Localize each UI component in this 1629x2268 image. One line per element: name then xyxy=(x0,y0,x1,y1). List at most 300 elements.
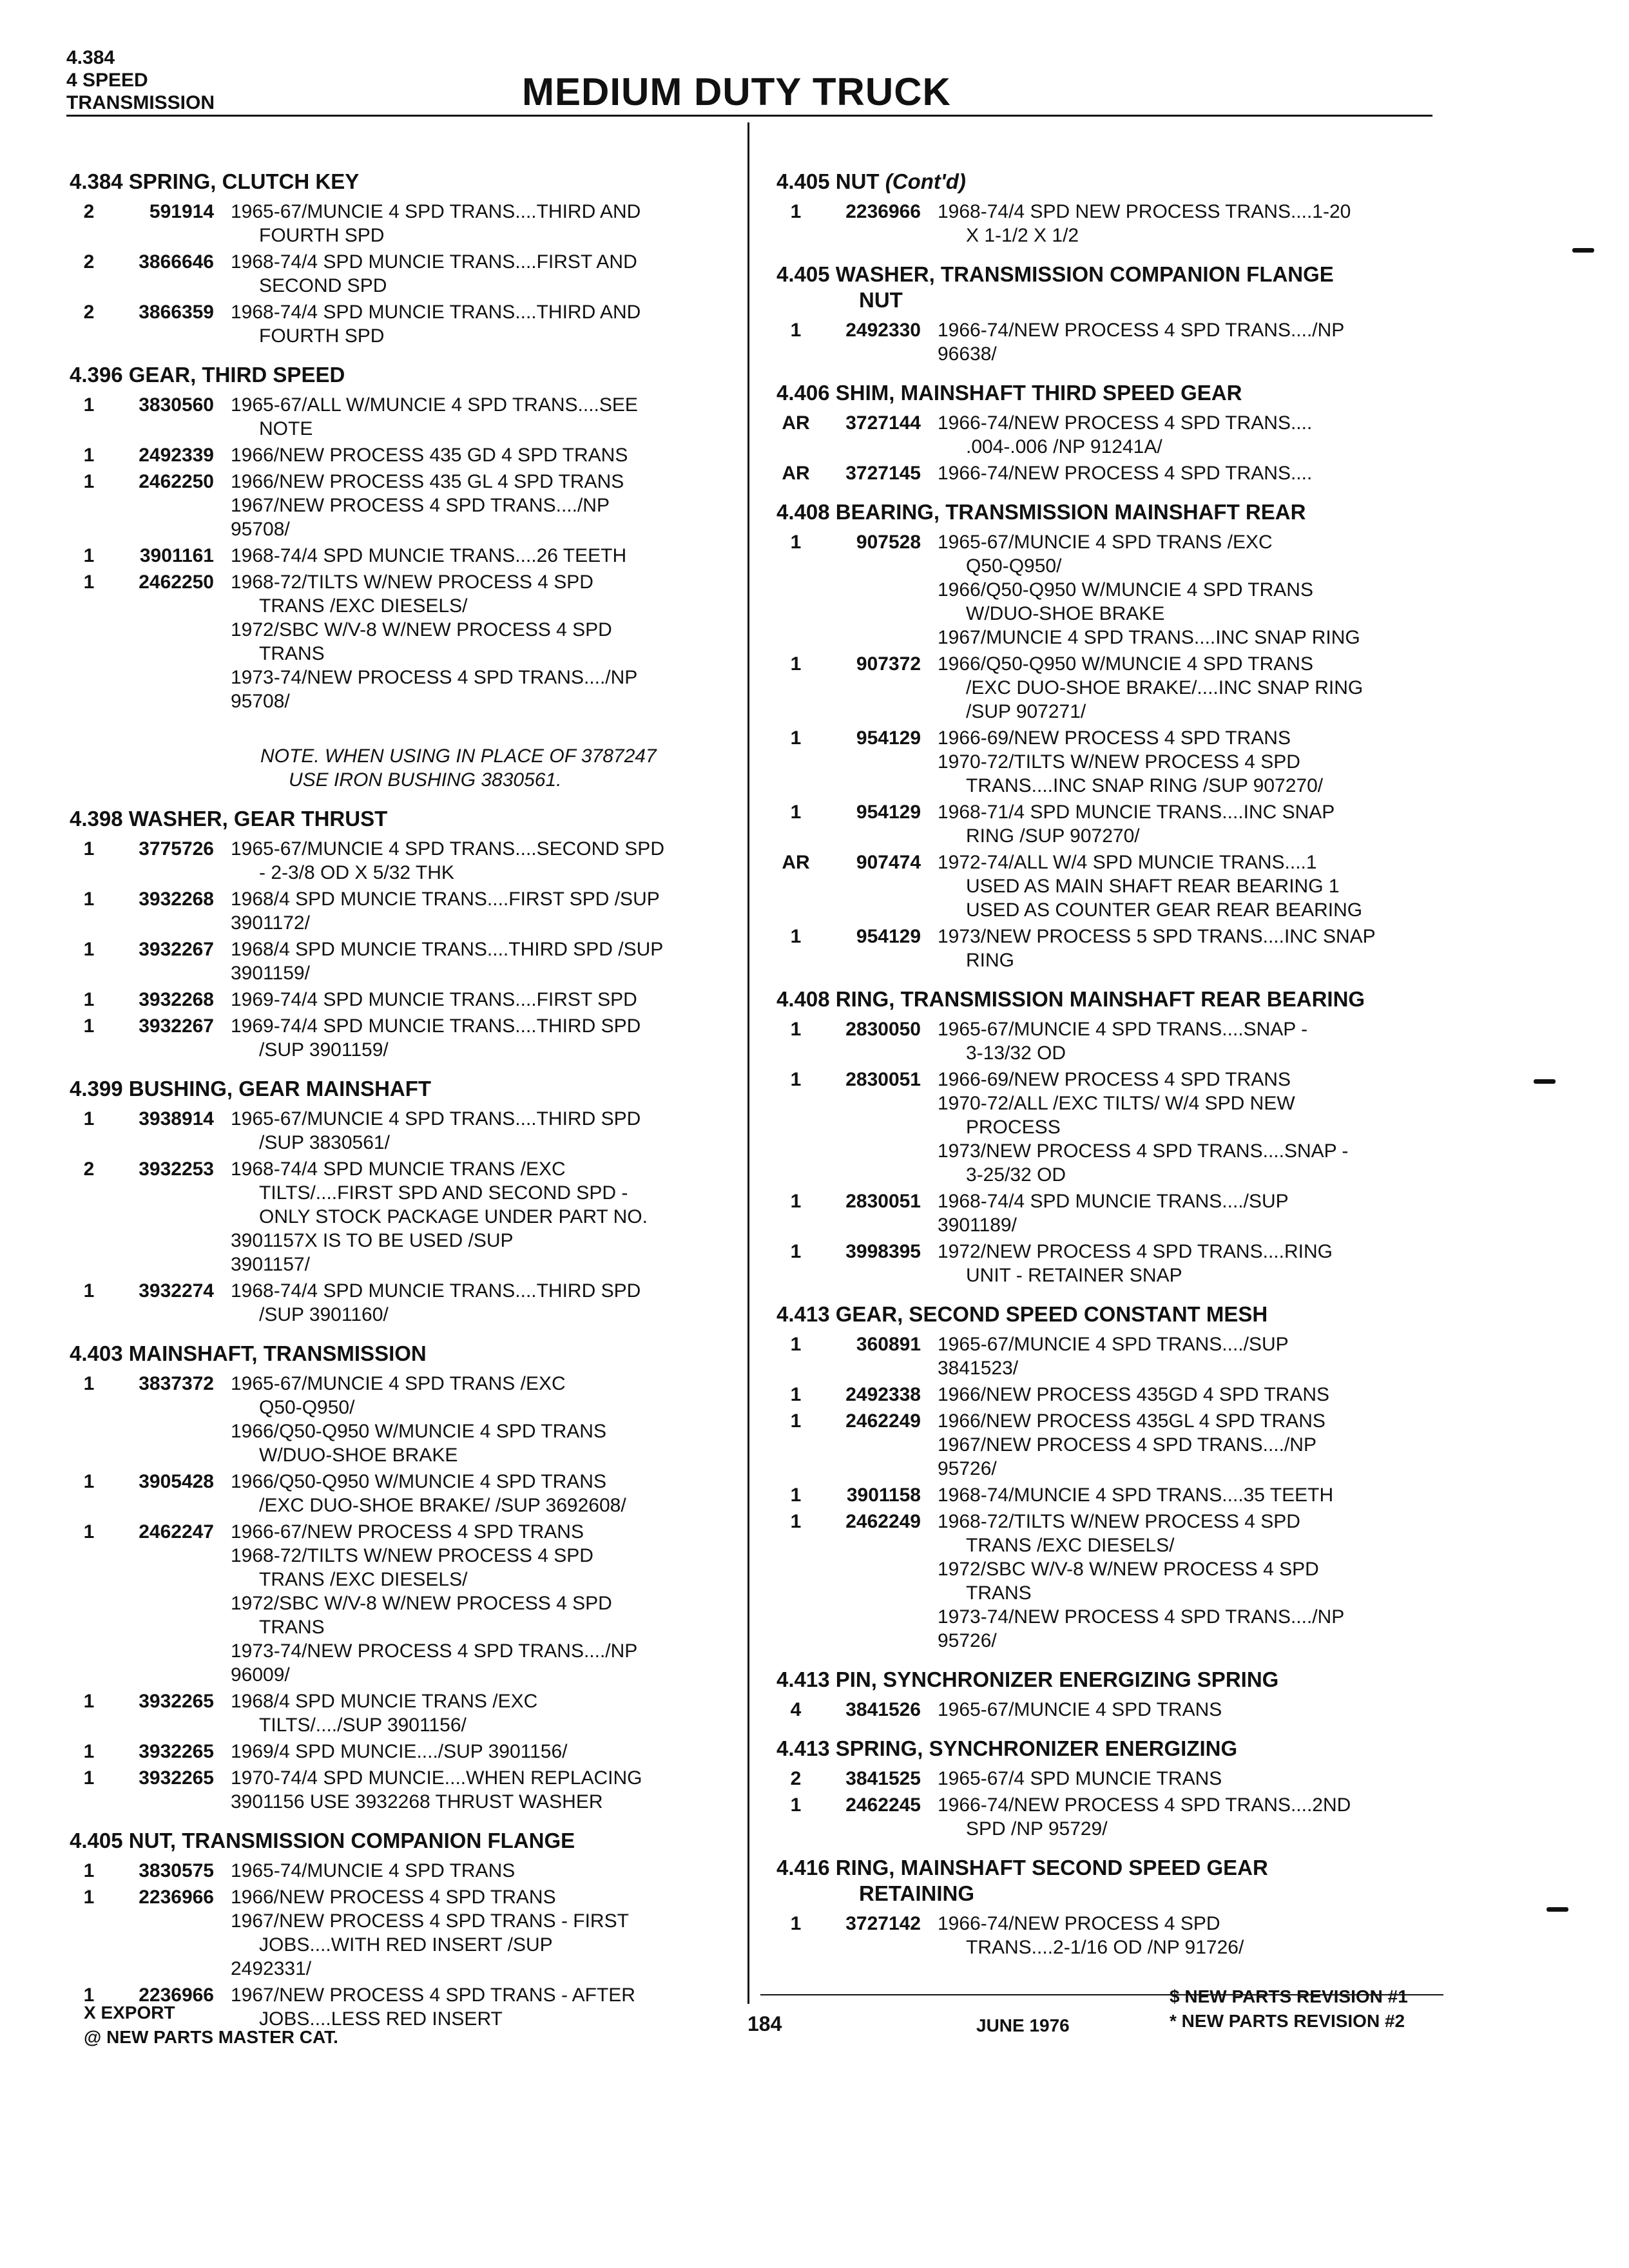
part-entry xyxy=(776,1189,1427,1237)
description-line: 1970-72/ALL /EXC TILTS/ W/4 SPD NEW xyxy=(938,1093,1295,1114)
part-description xyxy=(938,726,1427,798)
part-description xyxy=(938,200,1427,247)
part-entry xyxy=(776,1409,1427,1481)
description-line: 1967/NEW PROCESS 4 SPD TRANS..../NP xyxy=(231,495,610,516)
part-description xyxy=(231,443,720,467)
part-entry xyxy=(70,443,720,467)
section-title xyxy=(776,499,1427,525)
part-description xyxy=(938,1383,1427,1407)
description-line: 1972/SBC W/V-8 W/NEW PROCESS 4 SPD xyxy=(938,1559,1319,1580)
part-quantity: 1 xyxy=(790,1191,802,1212)
part-number: 2830051 xyxy=(845,1191,921,1212)
part-entry xyxy=(70,1859,720,1883)
part-description xyxy=(938,1698,1427,1722)
description-line: 1968-74/4 SPD MUNCIE TRANS....THIRD AND xyxy=(231,302,641,323)
part-entry xyxy=(776,200,1427,247)
part-quantity: 1 xyxy=(83,1860,95,1881)
part-entry xyxy=(776,1510,1427,1653)
part-description xyxy=(938,530,1427,649)
description-line: TRANS /EXC DIESELS/ xyxy=(259,595,468,617)
part-description xyxy=(231,1520,720,1687)
part-number: 2236966 xyxy=(139,1984,214,2006)
part-description xyxy=(938,1767,1427,1791)
description-line: 1965-67/MUNCIE 4 SPD TRANS....SECOND SPD xyxy=(231,838,664,860)
part-number: 3866359 xyxy=(139,302,214,323)
part-quantity: 1 xyxy=(83,471,95,492)
description-line: TRANS....INC SNAP RING /SUP 907270/ xyxy=(966,775,1324,796)
part-quantity: 1 xyxy=(83,939,95,960)
description-line: 1968-74/4 SPD MUNCIE TRANS....26 TEETH xyxy=(231,545,627,566)
part-quantity: AR xyxy=(782,412,810,434)
part-number: 3901161 xyxy=(139,545,214,566)
parts-section xyxy=(776,1855,1427,1959)
part-entry xyxy=(70,1885,720,1981)
part-description xyxy=(938,1793,1427,1841)
section-title-text: 4.403 MAINSHAFT, TRANSMISSION xyxy=(70,1341,427,1365)
section-title xyxy=(70,806,720,832)
part-entry xyxy=(70,1766,720,1814)
part-number: 2462249 xyxy=(845,1410,921,1432)
part-quantity: 1 xyxy=(790,1913,802,1934)
header-rule xyxy=(66,115,1432,117)
section-number: 4.384 xyxy=(66,47,115,68)
right-column xyxy=(776,169,1427,1974)
description-line: 1968/4 SPD MUNCIE TRANS /EXC xyxy=(231,1691,538,1712)
section-name-line2: TRANSMISSION xyxy=(66,92,215,113)
part-description xyxy=(231,250,720,298)
part-number: 3932268 xyxy=(139,889,214,910)
part-description xyxy=(938,461,1427,485)
part-quantity: 1 xyxy=(83,1471,95,1492)
part-number: 591914 xyxy=(149,201,214,222)
section-title-text: 4.408 RING, TRANSMISSION MAINSHAFT REAR BEARING xyxy=(776,987,1365,1011)
part-number: 3841526 xyxy=(845,1699,921,1720)
part-description xyxy=(938,1240,1427,1287)
part-number: 2236966 xyxy=(139,1887,214,1908)
section-title-text: 4.405 WASHER, TRANSMISSION COMPANION FLANGE xyxy=(776,262,1334,286)
part-quantity: 1 xyxy=(790,201,802,222)
parts-section xyxy=(776,262,1427,366)
part-description xyxy=(231,837,720,885)
part-description xyxy=(231,1689,720,1737)
part-quantity: 1 xyxy=(83,1108,95,1129)
part-entry xyxy=(776,1698,1427,1722)
part-description xyxy=(938,1483,1427,1507)
description-line: 1966-74/NEW PROCESS 4 SPD xyxy=(938,1913,1220,1934)
part-entry xyxy=(776,411,1427,459)
description-line: UNIT - RETAINER SNAP xyxy=(966,1265,1182,1286)
description-line: 1968/4 SPD MUNCIE TRANS....FIRST SPD /SUP xyxy=(231,889,660,910)
part-entry xyxy=(70,1470,720,1517)
description-line: SPD /NP 95729/ xyxy=(966,1818,1108,1840)
part-number: 3841525 xyxy=(845,1768,921,1789)
section-title-text: 4.399 BUSHING, GEAR MAINSHAFT xyxy=(70,1077,432,1100)
description-line: 1968-74/MUNCIE 4 SPD TRANS....35 TEETH xyxy=(938,1485,1334,1506)
part-entry xyxy=(70,988,720,1012)
parts-section xyxy=(776,499,1427,972)
section-title-text: 4.413 SPRING, SYNCHRONIZER ENERGIZING xyxy=(776,1736,1238,1760)
section-title-text: 4.408 BEARING, TRANSMISSION MAINSHAFT REAR xyxy=(776,500,1306,524)
description-line: 1973/NEW PROCESS 5 SPD TRANS....INC SNAP xyxy=(938,926,1376,947)
part-number: 3932265 xyxy=(139,1691,214,1712)
parts-section xyxy=(70,169,720,348)
section-title-text: 4.413 GEAR, SECOND SPEED CONSTANT MESH xyxy=(776,1302,1268,1326)
description-line: 1966-69/NEW PROCESS 4 SPD TRANS xyxy=(938,1069,1291,1090)
description-line: 3841523/ xyxy=(938,1358,1019,1379)
revision-mark xyxy=(1534,1079,1556,1084)
description-line: 1966/Q50-Q950 W/MUNCIE 4 SPD TRANS xyxy=(938,653,1313,675)
section-title-line2: RETAINING xyxy=(859,1881,975,1905)
part-quantity: 1 xyxy=(83,1373,95,1394)
description-line: 1973/NEW PROCESS 4 SPD TRANS....SNAP - xyxy=(938,1140,1349,1162)
description-line: 1968-74/4 SPD MUNCIE TRANS....THIRD SPD xyxy=(231,1280,641,1302)
description-line: 1965-67/MUNCIE 4 SPD TRANS /EXC xyxy=(231,1373,566,1394)
section-title xyxy=(776,380,1427,406)
section-title xyxy=(70,1076,720,1102)
description-line: TRANS /EXC DIESELS/ xyxy=(966,1535,1175,1556)
part-number: 3932265 xyxy=(139,1741,214,1762)
part-entry xyxy=(776,461,1427,485)
part-quantity: 1 xyxy=(790,1485,802,1506)
part-entry xyxy=(776,1017,1427,1065)
part-number: 3932253 xyxy=(139,1158,214,1180)
section-title-text: 4.406 SHIM, MAINSHAFT THIRD SPEED GEAR xyxy=(776,381,1242,405)
part-description xyxy=(231,1885,720,1981)
part-description xyxy=(938,411,1427,459)
part-quantity: 4 xyxy=(790,1699,802,1720)
description-line: 1973-74/NEW PROCESS 4 SPD TRANS..../NP xyxy=(231,1640,638,1662)
part-number: 907474 xyxy=(856,852,921,873)
description-line: 1968/4 SPD MUNCIE TRANS....THIRD SPD /SUP xyxy=(231,939,664,960)
section-title-text: 4.405 NUT, TRANSMISSION COMPANION FLANGE xyxy=(70,1829,575,1852)
part-entry xyxy=(70,250,720,298)
description-line: 1965-67/MUNCIE 4 SPD TRANS....SNAP - xyxy=(938,1019,1308,1040)
description-line: 1966-74/NEW PROCESS 4 SPD TRANS....2ND xyxy=(938,1794,1351,1816)
footer-master-cat-note: @ NEW PARTS MASTER CAT. xyxy=(84,2027,338,2047)
description-line: RING /SUP 907270/ xyxy=(966,825,1140,847)
part-quantity: 1 xyxy=(83,445,95,466)
part-description xyxy=(231,1859,720,1883)
description-line: 3901172/ xyxy=(231,912,310,934)
description-line: - 2-3/8 OD X 5/32 THK xyxy=(259,862,454,883)
part-number: 3837372 xyxy=(139,1373,214,1394)
section-title-continued: (Cont'd) xyxy=(885,169,966,193)
description-line: 3-25/32 OD xyxy=(966,1164,1066,1186)
section-title-text: 4.405 NUT xyxy=(776,169,880,193)
part-number: 3775726 xyxy=(139,838,214,860)
part-number: 954129 xyxy=(856,727,921,749)
part-entry xyxy=(776,1068,1427,1187)
part-number: 3727144 xyxy=(845,412,921,434)
part-description xyxy=(938,925,1427,972)
part-number: 3932267 xyxy=(139,939,214,960)
description-line: 1967/NEW PROCESS 4 SPD TRANS..../NP xyxy=(938,1434,1316,1456)
description-line: TRANS xyxy=(259,643,325,664)
part-entry xyxy=(776,652,1427,724)
part-number: 3830575 xyxy=(139,1860,214,1881)
description-line: 95708/ xyxy=(231,691,290,712)
part-entry xyxy=(70,1740,720,1763)
section-title-text: 4.416 RING, MAINSHAFT SECOND SPEED GEAR xyxy=(776,1856,1268,1879)
part-entry xyxy=(70,1279,720,1327)
column-divider xyxy=(747,122,749,2004)
part-description xyxy=(231,1279,720,1327)
parts-section xyxy=(776,380,1427,485)
description-line: 1965-67/ALL W/MUNCIE 4 SPD TRANS....SEE xyxy=(231,394,638,416)
part-entry xyxy=(70,200,720,247)
description-line: 1965-67/MUNCIE 4 SPD TRANS....THIRD AND xyxy=(231,201,641,222)
part-quantity: 2 xyxy=(790,1768,802,1789)
footer-date: JUNE 1976 xyxy=(976,2015,1070,2035)
description-line: TRANS xyxy=(966,1582,1032,1604)
part-number: 907372 xyxy=(856,653,921,675)
part-entry xyxy=(776,850,1427,922)
part-description xyxy=(231,1740,720,1763)
description-line: USED AS COUNTER GEAR REAR BEARING xyxy=(966,899,1363,921)
footer-revision-1: $ NEW PARTS REVISION #1 xyxy=(1170,1986,1408,2006)
description-line: 1966/NEW PROCESS 4 SPD TRANS xyxy=(231,1887,556,1908)
description-line: 1966/NEW PROCESS 435GL 4 SPD TRANS xyxy=(938,1410,1325,1432)
section-title-line2: NUT xyxy=(859,288,903,312)
part-description xyxy=(938,1332,1427,1380)
description-line: 1965-67/MUNCIE 4 SPD TRANS..../SUP xyxy=(938,1334,1289,1355)
description-line: PROCESS xyxy=(966,1117,1061,1138)
section-title xyxy=(776,986,1427,1012)
description-line: 2492331/ xyxy=(231,1958,312,1979)
part-description xyxy=(231,887,720,935)
description-line: 1968-74/4 SPD MUNCIE TRANS..../SUP xyxy=(938,1191,1289,1212)
part-quantity: 1 xyxy=(83,1280,95,1302)
part-quantity: 1 xyxy=(83,1741,95,1762)
part-number: 2462247 xyxy=(139,1521,214,1542)
part-description xyxy=(938,1912,1427,1959)
part-quantity: 1 xyxy=(83,1691,95,1712)
part-quantity: 1 xyxy=(790,1241,802,1262)
page-title: MEDIUM DUTY TRUCK xyxy=(522,70,951,113)
description-line: .004-.006 /NP 91241A/ xyxy=(966,436,1162,457)
description-line: 1966-74/NEW PROCESS 4 SPD TRANS..../NP xyxy=(938,320,1345,341)
description-line: 1967/NEW PROCESS 4 SPD TRANS - FIRST xyxy=(231,1910,629,1932)
description-line: JOBS....LESS RED INSERT xyxy=(259,2008,503,2030)
parts-section xyxy=(776,986,1427,1287)
part-entry xyxy=(776,1912,1427,1959)
part-number: 3905428 xyxy=(139,1471,214,1492)
part-quantity: 1 xyxy=(83,394,95,416)
part-quantity: 1 xyxy=(790,532,802,553)
part-entry xyxy=(776,726,1427,798)
note-line: NOTE. WHEN USING IN PLACE OF 3787247 xyxy=(260,745,657,767)
description-line: 95726/ xyxy=(938,1458,997,1479)
part-entry xyxy=(70,570,720,713)
part-description xyxy=(231,988,720,1012)
left-column xyxy=(70,169,720,2045)
part-quantity: 1 xyxy=(83,838,95,860)
description-line: 3-13/32 OD xyxy=(966,1043,1066,1064)
part-quantity: 2 xyxy=(83,302,95,323)
description-line: 1973-74/NEW PROCESS 4 SPD TRANS..../NP xyxy=(938,1606,1345,1628)
description-line: 1965-74/MUNCIE 4 SPD TRANS xyxy=(231,1860,516,1881)
part-quantity: 1 xyxy=(790,320,802,341)
parts-section xyxy=(70,806,720,1062)
description-line: 1968-71/4 SPD MUNCIE TRANS....INC SNAP xyxy=(938,802,1335,823)
part-number: 2236966 xyxy=(845,201,921,222)
description-line: 1966-74/NEW PROCESS 4 SPD TRANS.... xyxy=(938,412,1313,434)
description-line: 1968-72/TILTS W/NEW PROCESS 4 SPD xyxy=(231,572,593,593)
part-quantity: 1 xyxy=(790,727,802,749)
description-line: 1972/SBC W/V-8 W/NEW PROCESS 4 SPD xyxy=(231,1593,612,1614)
description-line: 1965-67/MUNCIE 4 SPD TRANS xyxy=(938,1699,1222,1720)
part-quantity: 2 xyxy=(83,1158,95,1180)
description-line: 1966-67/NEW PROCESS 4 SPD TRANS xyxy=(231,1521,584,1542)
footer-legend-left xyxy=(84,2001,338,2050)
part-number: 3727145 xyxy=(845,463,921,484)
description-line: 1973-74/NEW PROCESS 4 SPD TRANS..../NP xyxy=(231,667,638,688)
page-number: 184 xyxy=(747,2012,782,2035)
description-line: 1966-69/NEW PROCESS 4 SPD TRANS xyxy=(938,727,1291,749)
part-quantity: 1 xyxy=(83,1521,95,1542)
part-entry xyxy=(70,470,720,541)
part-description xyxy=(231,1157,720,1276)
section-title-text: 4.398 WASHER, GEAR THRUST xyxy=(70,807,388,831)
description-line: 1966-74/NEW PROCESS 4 SPD TRANS.... xyxy=(938,463,1313,484)
description-line: Q50-Q950/ xyxy=(966,555,1062,577)
description-line: 1965-67/MUNCIE 4 SPD TRANS....THIRD SPD xyxy=(231,1108,641,1129)
part-quantity: 1 xyxy=(83,1015,95,1037)
part-quantity: 1 xyxy=(790,926,802,947)
part-quantity: 1 xyxy=(790,1019,802,1040)
description-line: 1965-67/MUNCIE 4 SPD TRANS /EXC xyxy=(938,532,1273,553)
section-note xyxy=(70,744,720,792)
part-quantity: 1 xyxy=(83,989,95,1010)
part-entry xyxy=(776,1383,1427,1407)
description-line: /EXC DUO-SHOE BRAKE/ /SUP 3692608/ xyxy=(259,1495,626,1516)
description-line: FOURTH SPD xyxy=(259,225,385,246)
description-line: 95708/ xyxy=(231,519,290,540)
description-line: TILTS/..../SUP 3901156/ xyxy=(259,1715,467,1736)
parts-section xyxy=(70,1341,720,1814)
description-line: 95726/ xyxy=(938,1630,997,1651)
description-line: 96009/ xyxy=(231,1664,290,1686)
part-number: 3932274 xyxy=(139,1280,214,1302)
part-entry xyxy=(70,837,720,885)
part-quantity: 1 xyxy=(83,572,95,593)
part-number: 2492330 xyxy=(845,320,921,341)
part-description xyxy=(231,937,720,985)
part-number: 3901158 xyxy=(846,1485,921,1506)
part-entry xyxy=(776,925,1427,972)
part-quantity: 1 xyxy=(790,1384,802,1405)
part-entry xyxy=(70,544,720,568)
part-quantity: 1 xyxy=(790,653,802,675)
part-description xyxy=(938,1510,1427,1653)
footer-export-note: X EXPORT xyxy=(84,2003,175,2023)
part-description xyxy=(231,1766,720,1814)
part-description xyxy=(231,470,720,541)
section-title xyxy=(776,1855,1427,1907)
footer-legend-right xyxy=(1170,1984,1408,2033)
part-description xyxy=(938,1189,1427,1237)
part-quantity: 1 xyxy=(790,1410,802,1432)
part-description xyxy=(231,570,720,713)
description-line: 1968-72/TILTS W/NEW PROCESS 4 SPD xyxy=(938,1511,1300,1532)
part-entry xyxy=(70,887,720,935)
description-line: 1969/4 SPD MUNCIE..../SUP 3901156/ xyxy=(231,1741,568,1762)
part-number: 954129 xyxy=(856,926,921,947)
description-line: 1966/Q50-Q950 W/MUNCIE 4 SPD TRANS xyxy=(231,1471,606,1492)
part-number: 2492339 xyxy=(139,445,214,466)
part-number: 907528 xyxy=(856,532,921,553)
part-number: 3727142 xyxy=(845,1913,921,1934)
part-entry xyxy=(70,1372,720,1467)
part-quantity: 1 xyxy=(790,1511,802,1532)
description-line: RING xyxy=(966,950,1014,971)
part-number: 3830560 xyxy=(139,394,214,416)
part-number: 3938914 xyxy=(139,1108,214,1129)
part-entry xyxy=(70,1014,720,1062)
part-entry xyxy=(776,1793,1427,1841)
description-line: /SUP 3901159/ xyxy=(259,1039,389,1061)
description-line: 1966/NEW PROCESS 435 GD 4 SPD TRANS xyxy=(231,445,628,466)
part-description xyxy=(231,544,720,568)
part-entry xyxy=(776,1483,1427,1507)
part-entry xyxy=(70,1157,720,1276)
description-line: 1968-74/4 SPD MUNCIE TRANS....FIRST AND xyxy=(231,251,637,273)
description-line: 3901157X IS TO BE USED /SUP xyxy=(231,1230,514,1251)
part-number: 2830050 xyxy=(845,1019,921,1040)
part-description xyxy=(938,652,1427,724)
description-line: /SUP 3901160/ xyxy=(259,1304,389,1325)
part-entry xyxy=(776,318,1427,366)
part-number: 3932268 xyxy=(139,989,214,1010)
section-title xyxy=(70,1828,720,1854)
section-title-text: 4.384 SPRING, CLUTCH KEY xyxy=(70,169,360,193)
footer-revision-2: * NEW PARTS REVISION #2 xyxy=(1170,2011,1405,2031)
part-number: 2462250 xyxy=(139,471,214,492)
part-description xyxy=(231,1372,720,1467)
part-entry xyxy=(776,800,1427,848)
part-quantity: 2 xyxy=(83,251,95,273)
part-quantity: 1 xyxy=(83,545,95,566)
description-line: 1966/NEW PROCESS 435GD 4 SPD TRANS xyxy=(938,1384,1329,1405)
description-line: X 1-1/2 X 1/2 xyxy=(966,225,1079,246)
part-number: 954129 xyxy=(856,802,921,823)
part-number: 360891 xyxy=(856,1334,921,1355)
part-entry xyxy=(776,1767,1427,1791)
description-line: NOTE xyxy=(259,418,313,439)
description-line: 1968-74/4 SPD MUNCIE TRANS /EXC xyxy=(231,1158,566,1180)
section-heading xyxy=(66,46,215,114)
description-line: /EXC DUO-SHOE BRAKE/....INC SNAP RING xyxy=(966,677,1364,698)
part-number: 2462245 xyxy=(845,1794,921,1816)
section-title xyxy=(776,262,1427,313)
description-line: 3901159/ xyxy=(231,963,310,984)
description-line: 1965-67/4 SPD MUNCIE TRANS xyxy=(938,1768,1222,1789)
description-line: 1966/Q50-Q950 W/MUNCIE 4 SPD TRANS xyxy=(231,1421,606,1442)
part-number: 3932265 xyxy=(139,1767,214,1789)
description-line: 1972/NEW PROCESS 4 SPD TRANS....RING xyxy=(938,1241,1333,1262)
part-entry xyxy=(776,1240,1427,1287)
part-quantity: 2 xyxy=(83,201,95,222)
part-description xyxy=(231,1470,720,1517)
part-quantity: 1 xyxy=(83,1767,95,1789)
part-quantity: 1 xyxy=(83,889,95,910)
description-line: TRANS /EXC DIESELS/ xyxy=(259,1569,468,1590)
description-line: /SUP 907271/ xyxy=(966,701,1086,722)
description-line: 1972-74/ALL W/4 SPD MUNCIE TRANS....1 xyxy=(938,852,1317,873)
part-description xyxy=(938,1409,1427,1481)
description-line: /SUP 3830561/ xyxy=(259,1132,390,1153)
part-description xyxy=(231,200,720,247)
